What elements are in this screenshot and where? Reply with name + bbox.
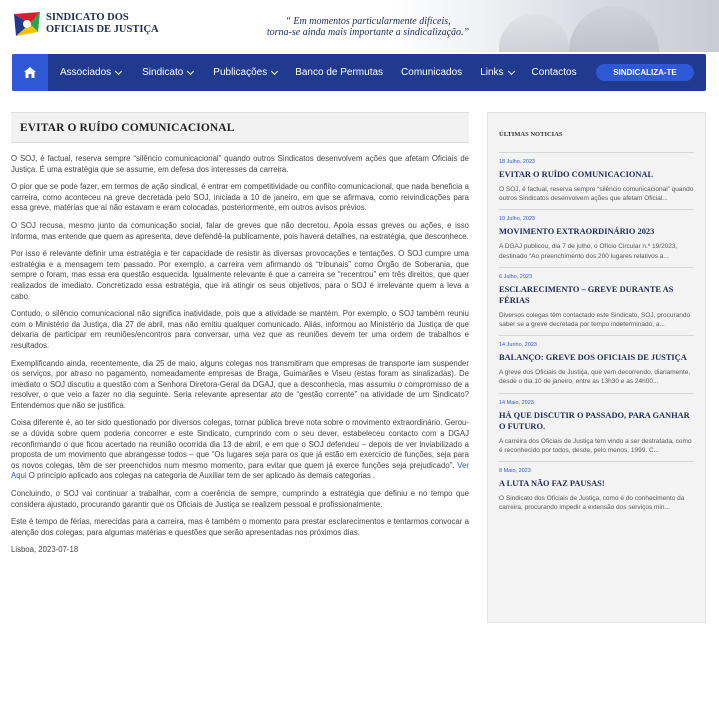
news-item[interactable] — [499, 210, 694, 267]
chevron-down-icon — [115, 67, 122, 74]
news-excerpt: O SOJ, é factual, reserva sempre “silêncio comunicacional” quando outros Sindicatos desenvolvem ações que afetam Oficial... — [499, 186, 694, 203]
article-paragraph-text: Coisa diferente é, ao ter sido questionado por diversos colegas, tornar pública breve nota sobre o movimento extraordinário. Gerou-se a dúvida sobre quem poderia concorrer e este Sindicato, cumprindo com o seu dever, estabeleceu contacto com a DGAJ reconfirmando o que ficou acertado na reunião ocorrida dia 13 de abril, e em que o SOJ defendeu – depois de ver inviabilizado a proposta de um movimento que abrangesse todos – que “Os lugares seja para os que já estão em exercício de funções, seja para os novos colegas, têm de ser preenchidos num mesmo momento, para evitar que quem já exerce funções seja prejudicado”. — [11, 418, 469, 470]
main-nav — [12, 54, 706, 91]
news-date: 6 Julho, 2023 — [499, 273, 533, 280]
article-paragraph: Por isso é relevante definir uma estratégia e ter capacidade de resistir às diversas provocações e tentações. O SOJ cumpre uma estratégia e a mensagem tem passado. Por exemplo, a carreira vem afirmando os “tribunais” como Órgão de Soberania, que sempre o foram, mas essa era questão esquecida. Igualmente relevante é que a carreira se “recentrou” em três direitos, que quer realizados de imediato. Concretizado essa estratégia, que irá atingir os seus objetivos, para o SOJ é irrelevante quem a leva a cabo. — [11, 249, 469, 301]
article-paragraph — [11, 418, 469, 482]
nav-item-label: Publicações — [213, 67, 268, 78]
header-quote — [258, 16, 478, 38]
chevron-down-icon — [271, 67, 278, 74]
article-signature: Lisboa, 2023-07-18 — [11, 545, 79, 555]
nav-item-label: Comunicados — [401, 67, 463, 78]
quote-line-1: “ Em momentos particularmente difíceis, — [285, 16, 451, 27]
site-header — [0, 0, 719, 52]
nav-item-label: Banco de Permutas — [295, 67, 384, 78]
nav-item-label: Contactos — [531, 67, 577, 78]
news-title-link[interactable]: MOVIMENTO EXTRAORDINÁRIO 2023 — [499, 227, 655, 237]
nav-item-comunicados[interactable] — [401, 67, 462, 78]
news-date: 10 Julho, 2023 — [499, 216, 536, 223]
article-paragraph: O pior que se pode fazer, em termos de ação sindical, é entrar em competitividade ou conflito comunicacional, que nada beneficia a carreira, como aconteceu na greve decretada pelo SOJ, iniciada a 10 de janeiro, em que se afirmava, como reivindicações para essa greve, matérias que aí não estavam e eram colocadas, posteriormente, em outros avisos prévios. — [11, 182, 469, 213]
news-excerpt: A greve dos Oficiais de Justiça, que vem decorrendo, diariamente, desde o dia 10 de janeiro, entre as 13h30 e as 24h00... — [499, 369, 691, 386]
union-logo-icon[interactable] — [12, 10, 42, 38]
nav-item-label: Sindicato — [142, 67, 184, 78]
article-paragraph: Contudo, o silêncio comunicacional não significa inatividade, pois que a atividade se mantém. Por exemplo, o SOJ também reuniu com o Ministério da Justiça, dia 27 de abril, mas não emitiu qualquer comunicado. Aliás, informou ao Ministério da Justiça de que deixaria de participar em reuniões/encontros para conversar, uma vez que as reuniões devem ter uma ordem de trabalhos e resultados. — [11, 309, 469, 350]
header-photo-hand — [569, 6, 659, 52]
news-title-link[interactable]: HÁ QUE DISCUTIR O PASSADO, PARA GANHAR O FUTURO. — [499, 410, 690, 431]
sidebar-heading: ÚLTIMAS NOTICIAS — [499, 131, 694, 153]
article-paragraph: O SOJ, é factual, reserva sempre “silêncio comunicacional” quando outros Sindicatos desenvolvem ações que afetam Oficiais de Justiça. É uma estratégia que se assume, em defesa dos interesses da carreira. — [11, 154, 469, 174]
ver-aqui-link[interactable]: Ver Aqui — [11, 460, 469, 481]
article-paragraph: Concluindo, o SOJ vai continuar a trabalhar, com a coerência de sempre, cumprindo a estratégia que definiu e no tempo que considera ajustado, procurando garantir que os Oficiais de Justiça se realizem pessoal e profissionalmente. — [11, 489, 469, 509]
article-paragraph: Exemplificando ainda, recentemente, dia 25 de maio, alguns colegas nos transmitiram que empresas de transporte iam suspender os serviços, por atraso no pagamento, nomeadamente empresas de Braga, Guimarães e Viseu (estas foram as sinalizadas). De imediato o SOJ discutiu a questão com a Senhora Diretora-Geral da DGAJ, que a desconhecia, mas assumiu o compromisso de a resolver, o que veio a fazer no dia seguinte. Seria relevante apresentar ato de “gestão corrente” na atividade de um Sindicato? Entendemos que não se justifica. — [11, 358, 469, 410]
nav-item-label: Associados — [60, 67, 112, 78]
nav-item-banco-de-permutas[interactable] — [295, 67, 383, 78]
news-date: 18 Julho, 2023 — [499, 159, 536, 165]
quote-line-2: torna-se ainda mais importante a sindicalização.” — [266, 27, 470, 38]
article-paragraph: Este é tempo de férias, merecidas para a carreira, mas é também o momento para prestar esclarecimentos e tentarmos convocar a atenção dos colegas, para algumas matérias e questões que serão apresentadas nos próximos dias. — [11, 517, 469, 537]
news-title-link[interactable]: EVITAR O RUÍDO COMUNICACIONAL — [499, 170, 654, 179]
article-paragraph-tail: O princípio aplicado aos colegas na categoria de Auxiliar tem de ser aplicado às demais categorias . — [26, 471, 376, 481]
news-item[interactable] — [499, 268, 694, 336]
news-excerpt: O Sindicato dos Oficiais de Justiça, como é do conhecimento da carreira, procurando impedir a extensão dos serviços min... — [499, 495, 685, 512]
news-excerpt: Diversos colegas têm contactado este Sindicato, SOJ, procurando saber se a greve decretada por tempo indeterminado, a... — [499, 311, 691, 329]
header-photo-hand — [499, 14, 569, 52]
news-date: 14 Junho, 2023 — [499, 342, 537, 349]
nav-item-contactos[interactable] — [532, 67, 577, 78]
news-date: 14 Maio, 2023 — [499, 399, 534, 406]
article-paragraph: O SOJ recusa, mesmo junto da comunicação social, falar de greves que não decretou. Apoia essas greves ou ações, e isso informa, mas entende que quem as apresenta, deve defendê-la publicamente, pois haverá detalhes, na estratégia, que desconhece. — [11, 220, 469, 241]
news-item[interactable] — [499, 462, 694, 518]
logo-line-1: SINDICATO DOS — [46, 12, 129, 23]
news-item[interactable] — [499, 153, 694, 210]
chevron-down-icon — [187, 67, 194, 74]
article — [11, 112, 469, 563]
nav-item-links[interactable] — [480, 67, 513, 78]
logo-text[interactable] — [46, 12, 159, 36]
article-body — [11, 154, 469, 556]
news-title-link[interactable]: ESCLARECIMENTO – GREVE DURANTE AS FÉRIAS — [499, 284, 674, 305]
news-title-link[interactable]: A LUTA NÃO FAZ PAUSAS! — [499, 479, 605, 489]
chevron-down-icon — [508, 67, 515, 74]
news-item[interactable] — [499, 394, 694, 462]
nav-item-sindicato[interactable] — [142, 67, 193, 78]
news-date: 8 Maio, 2023 — [499, 468, 531, 475]
nav-item-publicacoes[interactable] — [213, 67, 277, 78]
article-title-box — [11, 112, 469, 143]
nav-item-label: Links — [480, 67, 504, 78]
logo-line-2: OFICIAIS DE JUSTIÇA — [46, 24, 159, 35]
home-icon — [24, 67, 36, 78]
latest-news-sidebar — [487, 112, 706, 623]
news-title-link[interactable]: BALANÇO: GREVE DOS OFICIAIS DE JUSTIÇA — [499, 353, 687, 363]
article-title: EVITAR O RUÍDO COMUNICACIONAL — [20, 121, 235, 134]
home-button[interactable] — [12, 54, 48, 91]
news-item[interactable] — [499, 336, 694, 393]
news-excerpt: A carreira dos Oficiais de Justiça tem vindo a ser destratada, como é reconhecido por todos, desde, pelo menos, 1999. C... — [499, 437, 692, 454]
news-excerpt: A DGAJ publicou, dia 7 de julho, o Ofício Circular n.º 19/2023, destinado “Ao preenchimento dos 200 lugares relativos a... — [499, 243, 678, 260]
sindicaliza-te-button[interactable]: SINDICALIZA-TE — [596, 64, 694, 81]
nav-item-associados[interactable] — [60, 67, 121, 78]
